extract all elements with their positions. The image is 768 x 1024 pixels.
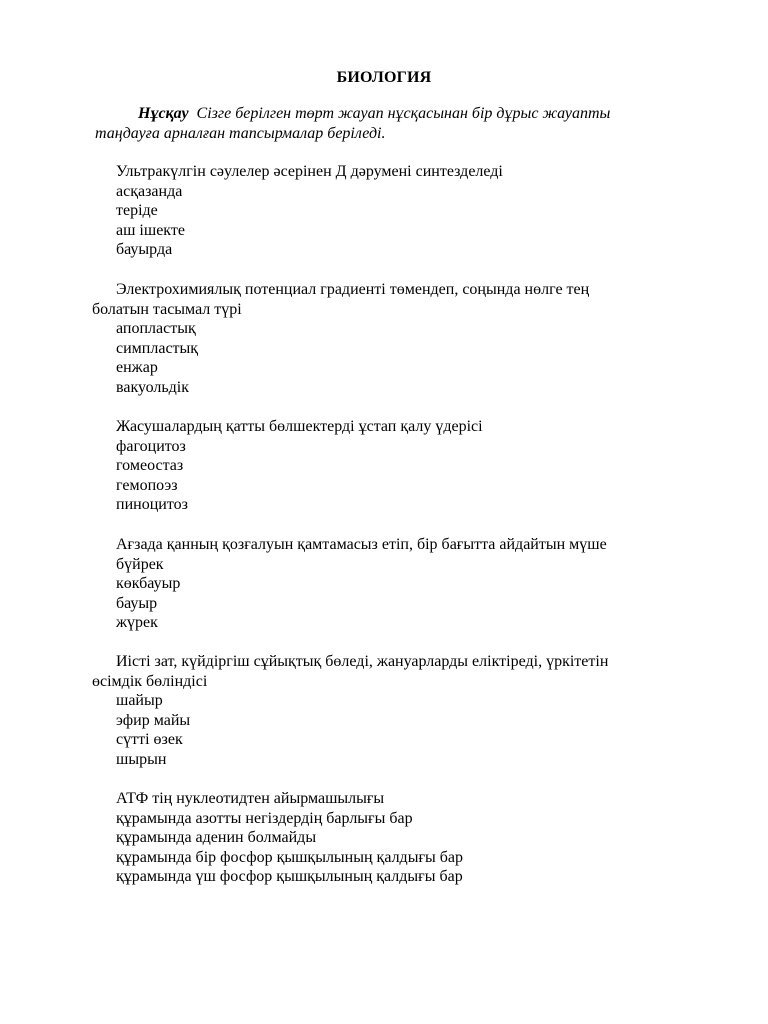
question-6 bbox=[0, 789, 768, 887]
answer-options bbox=[0, 555, 768, 633]
question-text: Ультракүлгін сәулелер әсерінен Д дәрумені синтезделеді bbox=[116, 163, 503, 180]
answer-option: көкбауыр bbox=[116, 575, 181, 592]
answer-option: гемопоэз bbox=[116, 476, 178, 494]
question-text: Жасушалардың қатты бөлшектерді ұстап қалу үдерісі bbox=[116, 418, 483, 435]
question-text: АТФ тің нуклеотидтен айырмашылығы bbox=[116, 790, 385, 807]
instruction-text-line-2: таңдауға арналған тапсырмалар беріледі. bbox=[95, 125, 386, 142]
answer-option: апопластық bbox=[116, 320, 196, 337]
question-text: Ағзада қанның қозғалуын қамтамасыз етіп, бір бағытта айдайтын мүше bbox=[116, 536, 607, 553]
answer-option: құрамында үш фосфор қышқылының қалдығы бар bbox=[116, 868, 463, 885]
question-1 bbox=[0, 162, 768, 260]
answer-option: құрамында азотты негіздердің барлығы бар bbox=[116, 809, 413, 827]
question-text: Электрохимиялық потенциал градиенті төмендеп, соңында нөлге тең bbox=[116, 281, 590, 298]
question-5 bbox=[0, 652, 768, 769]
answer-option: теріде bbox=[116, 202, 158, 219]
answer-option: эфир майы bbox=[116, 711, 191, 729]
question-text: Иісті зат, күйдіргіш сұйықтық бөледі, жануарларды еліктіреді, үркітетін bbox=[116, 653, 609, 670]
answer-options bbox=[0, 319, 768, 397]
answer-option: бауыр bbox=[116, 594, 158, 612]
answer-option: асқазанда bbox=[116, 182, 183, 200]
question-4 bbox=[0, 535, 768, 633]
answer-option: жүрек bbox=[116, 614, 158, 631]
answer-option: енжар bbox=[116, 359, 158, 376]
answer-option: фагоцитоз bbox=[116, 437, 186, 455]
answer-option: сүтті өзек bbox=[116, 731, 183, 748]
answer-option: вакуольдік bbox=[116, 378, 190, 396]
answer-option: аш ішекте bbox=[116, 221, 185, 239]
answer-options bbox=[0, 809, 768, 887]
answer-option: гомеостаз bbox=[116, 457, 184, 474]
page-title: БИОЛОГИЯ bbox=[336, 69, 432, 86]
answer-options bbox=[0, 691, 768, 769]
question-3 bbox=[0, 417, 768, 515]
answer-option: құрамында аденин болмайды bbox=[116, 829, 317, 846]
question-text-continuation: өсімдік бөліндісі bbox=[92, 672, 208, 690]
answer-option: шырын bbox=[116, 750, 167, 768]
answer-options bbox=[0, 437, 768, 515]
answer-option: құрамында бір фосфор қышқылының қалдығы бар bbox=[116, 848, 463, 866]
answer-options bbox=[0, 182, 768, 260]
answer-option: бауырда bbox=[116, 241, 173, 258]
question-text-continuation: болатын тасымал түрі bbox=[92, 300, 242, 318]
answer-option: пиноцитоз bbox=[116, 496, 188, 513]
instruction-block bbox=[95, 104, 695, 144]
answer-option: шайыр bbox=[116, 692, 163, 709]
instruction-lead: Нұсқау bbox=[138, 105, 189, 122]
instruction-text-line-1: Сізге берілген төрт жауап нұсқасынан бір дұрыс жауапты bbox=[196, 105, 611, 122]
question-2 bbox=[0, 280, 768, 397]
answer-option: бүйрек bbox=[116, 555, 164, 573]
answer-option: симпластық bbox=[116, 339, 199, 357]
